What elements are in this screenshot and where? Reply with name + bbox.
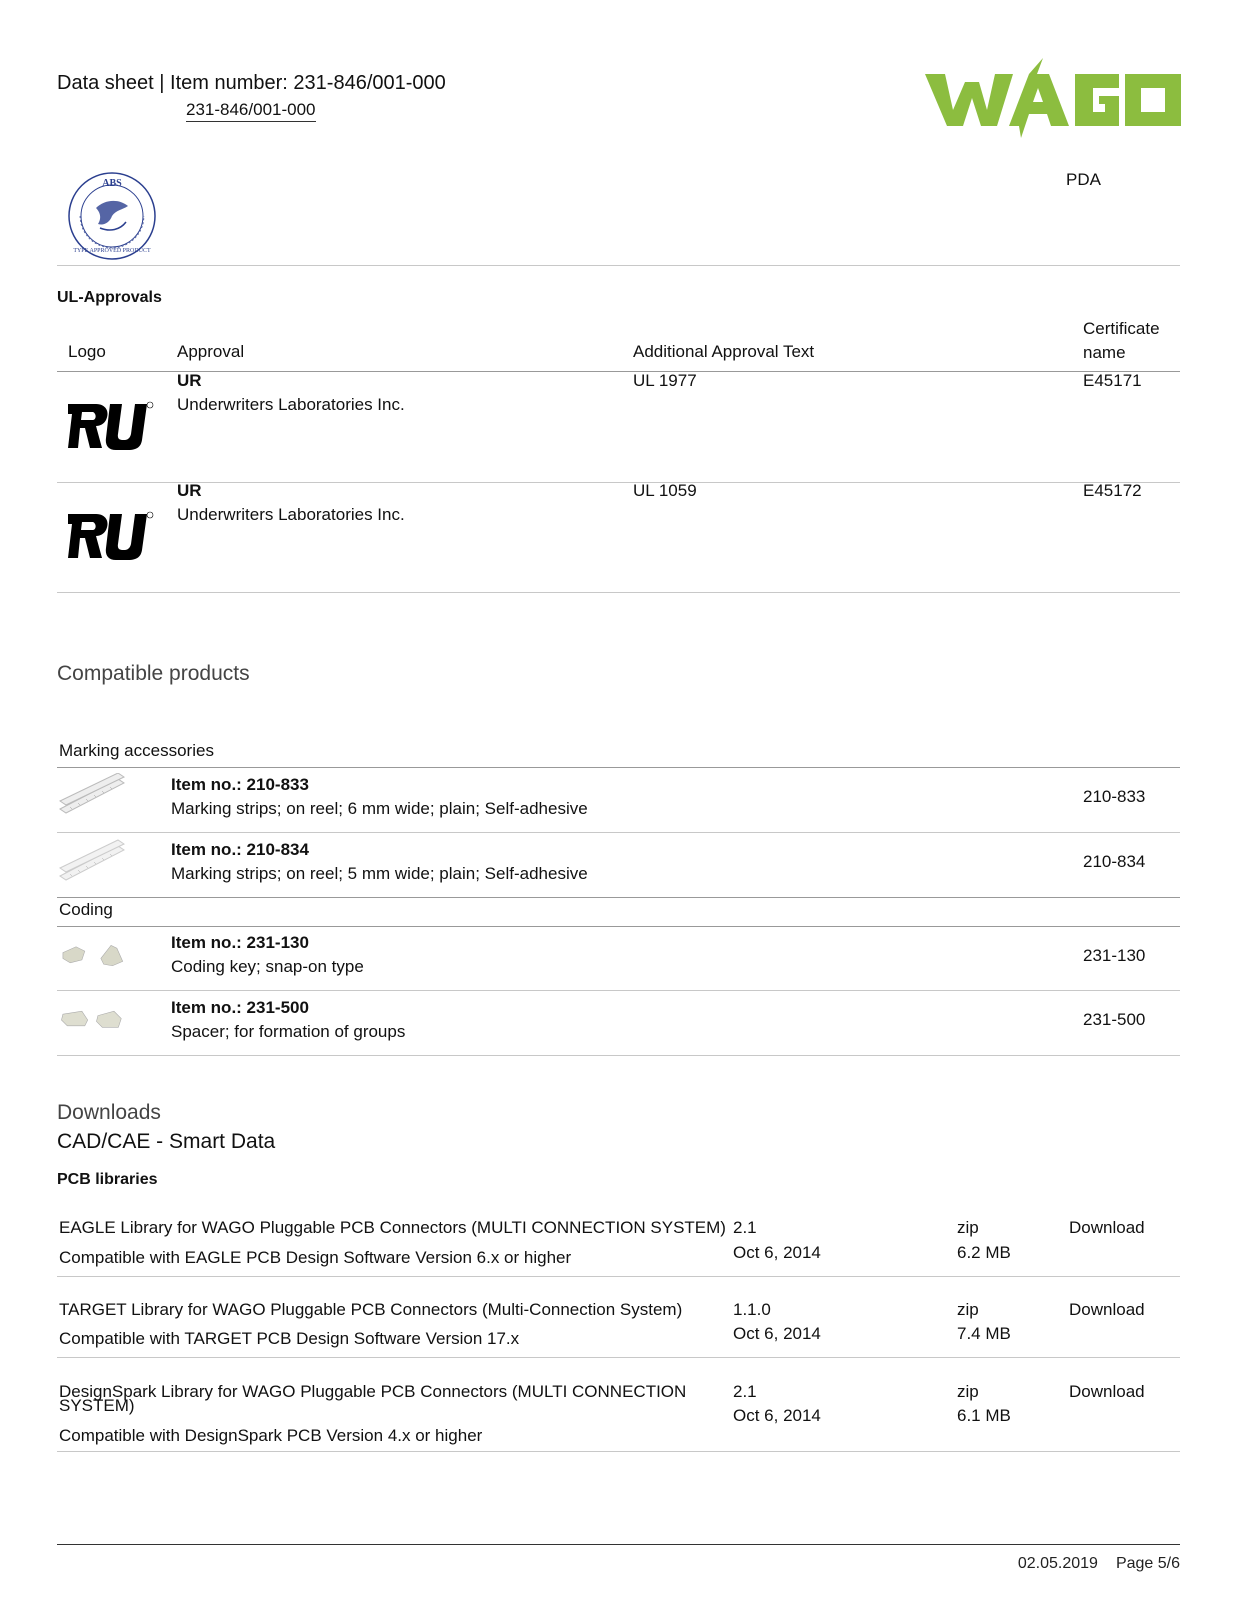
row-divider	[57, 1055, 1180, 1056]
download-date: Oct 6, 2014	[733, 1324, 821, 1343]
download-version: 1.1.0	[733, 1300, 771, 1319]
footer-page-number: Page 5/6	[1115, 1555, 1180, 1572]
download-size: 7.4 MB	[957, 1324, 1011, 1343]
compatible-products-heading: Compatible products	[57, 662, 250, 685]
compatible-item-code[interactable]: 210-833	[1083, 787, 1146, 806]
cad-cae-heading: CAD/CAE - Smart Data	[57, 1130, 276, 1153]
seal-text-top: ABS	[102, 178, 122, 189]
ul-recognized-logo	[66, 400, 154, 452]
download-size: 6.2 MB	[957, 1243, 1011, 1262]
download-compatibility: Compatible with TARGET PCB Design Software Version 17.x	[59, 1329, 520, 1348]
compatible-item-description: Marking strips; on reel; 6 mm wide; plain; Self-adhesive	[171, 799, 588, 818]
group-rule	[57, 767, 1180, 768]
compatible-item-description: Spacer; for formation of groups	[171, 1022, 406, 1041]
compatible-item-number[interactable]: Item no.: 231-130	[171, 933, 309, 952]
row-divider	[57, 1357, 1180, 1358]
download-title: TARGET Library for WAGO Pluggable PCB Connectors (Multi-Connection System)	[59, 1300, 683, 1319]
column-header-logo: Logo	[68, 342, 106, 361]
download-format: zip	[957, 1218, 979, 1237]
approval-type: UR	[177, 481, 202, 500]
download-date: Oct 6, 2014	[733, 1243, 821, 1262]
compatible-item-number[interactable]: Item no.: 231-500	[171, 998, 309, 1017]
abs-type-approved-seal	[66, 170, 158, 262]
download-link[interactable]: Download	[1069, 1382, 1145, 1401]
download-version: 2.1	[733, 1218, 757, 1237]
coding-key-thumbnail[interactable]	[60, 935, 130, 979]
compatible-item-number[interactable]: Item no.: 210-833	[171, 775, 309, 794]
page-footer	[1018, 1555, 1180, 1573]
compatible-item-code[interactable]: 231-130	[1083, 946, 1146, 965]
footer-rule	[57, 1544, 1180, 1545]
footer-date: 02.05.2019	[1017, 1555, 1098, 1572]
pda-label: PDA	[1066, 170, 1101, 189]
approval-organization: Underwriters Laboratories Inc.	[177, 395, 405, 414]
document-title: Data sheet | Item number: 231-846/001-000	[57, 72, 446, 94]
download-link[interactable]: Download	[1069, 1300, 1145, 1319]
spacer-thumbnail[interactable]	[60, 998, 130, 1042]
approval-organization: Underwriters Laboratories Inc.	[177, 505, 405, 524]
column-header-approval: Approval	[177, 342, 245, 361]
row-divider	[57, 1451, 1180, 1452]
divider	[57, 265, 1180, 266]
row-divider	[57, 990, 1180, 991]
downloads-heading: Downloads	[57, 1101, 161, 1124]
ul-recognized-logo	[66, 510, 154, 562]
group-rule	[57, 897, 1180, 898]
additional-approval-text: UL 1059	[633, 481, 697, 500]
download-compatibility: Compatible with EAGLE PCB Design Software Version 6.x or higher	[59, 1248, 572, 1267]
group-label-marking-accessories: Marking accessories	[59, 741, 214, 760]
table-header-rule	[57, 371, 1180, 372]
download-version: 2.1	[733, 1382, 757, 1401]
group-rule	[57, 926, 1180, 927]
row-divider	[57, 1276, 1180, 1277]
ul-approvals-heading: UL-Approvals	[57, 289, 162, 306]
additional-approval-text: UL 1977	[633, 371, 697, 390]
compatible-item-code[interactable]: 210-834	[1083, 852, 1146, 871]
download-title-continued: SYSTEM)	[59, 1396, 135, 1415]
wago-logo	[925, 58, 1181, 144]
marking-strip-thumbnail[interactable]	[58, 773, 128, 817]
pcb-libraries-label: PCB libraries	[57, 1171, 158, 1188]
group-label-coding: Coding	[59, 900, 113, 919]
compatible-item-number[interactable]: Item no.: 210-834	[171, 840, 309, 859]
compatible-item-description: Marking strips; on reel; 5 mm wide; plain; Self-adhesive	[171, 864, 588, 883]
row-divider	[57, 832, 1180, 833]
download-date: Oct 6, 2014	[733, 1406, 821, 1425]
marking-strip-thumbnail[interactable]	[58, 838, 128, 882]
download-format: zip	[957, 1300, 979, 1319]
brand-text: WAGO	[925, 58, 929, 59]
row-divider	[57, 592, 1180, 593]
certificate-name: E45171	[1083, 371, 1142, 390]
certificate-name: E45172	[1083, 481, 1142, 500]
seal-text-ring: TYPE APPROVED PRODUCT	[73, 248, 151, 254]
compatible-item-description: Coding key; snap-on type	[171, 957, 364, 976]
download-title: DesignSpark Library for WAGO Pluggable PCB Connectors (MULTI CONNECTION	[59, 1382, 687, 1401]
download-size: 6.1 MB	[957, 1406, 1011, 1425]
download-format: zip	[957, 1382, 979, 1401]
download-title: EAGLE Library for WAGO Pluggable PCB Connectors (MULTI CONNECTION SYSTEM)	[59, 1218, 726, 1237]
download-compatibility: Compatible with DesignSpark PCB Version 4.x or higher	[59, 1426, 483, 1445]
item-number-link[interactable]: 231-846/001-000	[186, 100, 316, 122]
approval-type: UR	[177, 371, 202, 390]
download-link[interactable]: Download	[1069, 1218, 1145, 1237]
column-header-additional-text: Additional Approval Text	[633, 342, 815, 361]
compatible-item-code[interactable]: 231-500	[1083, 1010, 1146, 1029]
row-divider	[57, 482, 1180, 483]
column-header-certificate-name: Certificate name	[1083, 319, 1160, 362]
